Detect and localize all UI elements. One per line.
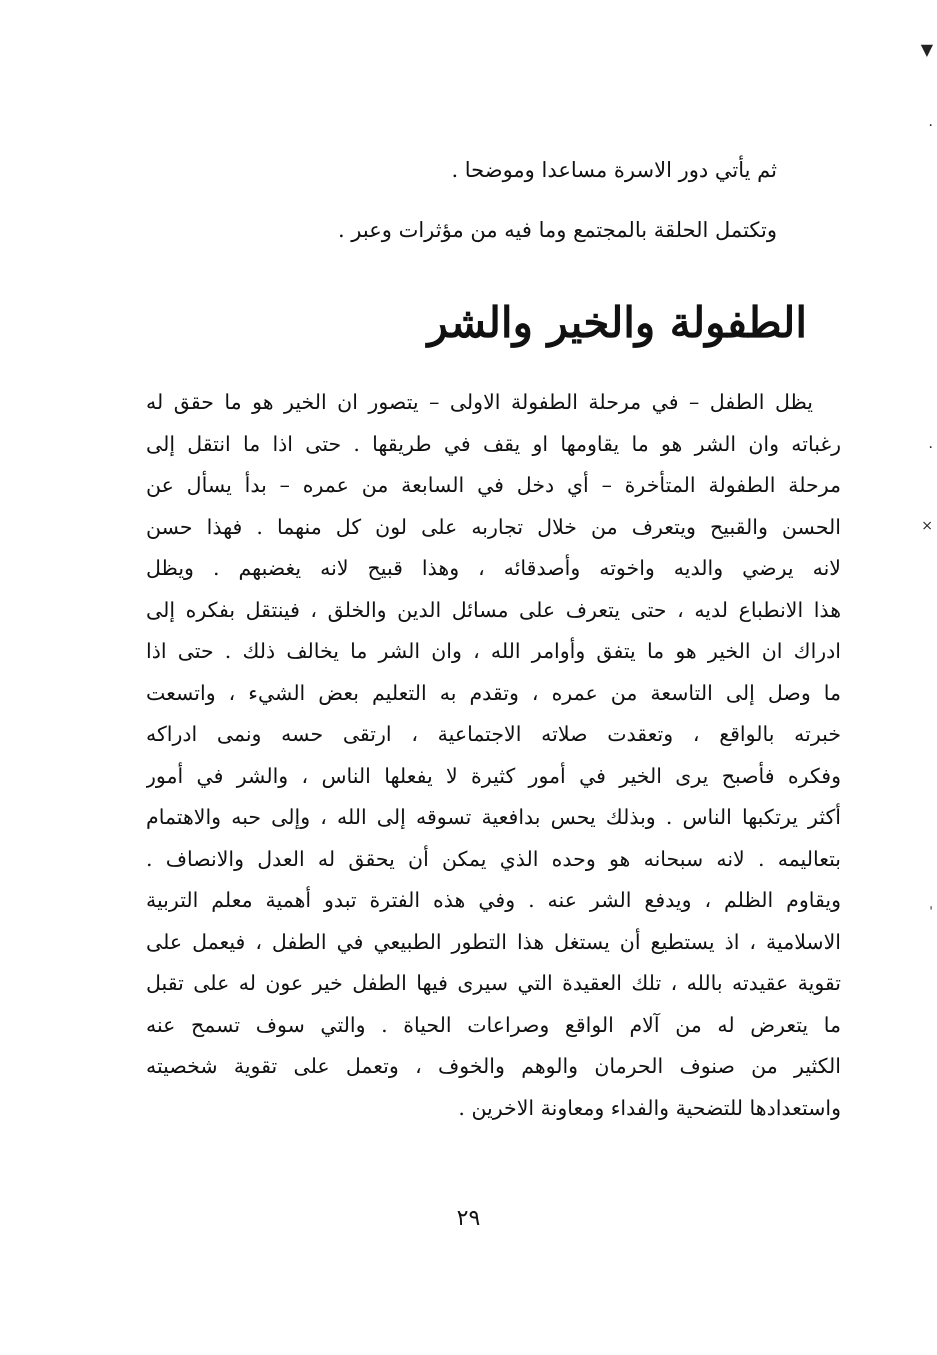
- paragraph-line: الاسلامية ، اذ يستطيع أن يستغل هذا التطور الطبيعي في الطفل ، فيعمل على: [146, 929, 841, 954]
- paragraph-line: ويقاوم الظلم ، ويدفع الشر عنه . وفي هذه الفترة تبدو أهمية معلم التربية: [146, 888, 841, 912]
- paragraph-line: خبرته بالواقع ، وتعقدت صلاته الاجتماعية ، ارتقى حسه ونمى ادراكه: [146, 722, 841, 746]
- margin-mark: ×: [921, 518, 933, 534]
- paragraph-line: هذا الانطباع لديه ، حتى يتعرف على مسائل الدين والخلق ، فينتقل بفكره إلى: [146, 597, 841, 622]
- intro-line: وتكتمل الحلقة بالمجتمع وما فيه من مؤثرات وعبر .: [337, 218, 777, 242]
- paragraph-line: ما يتعرض له من آلام الواقع وصراعات الحياة . والتي سوف تسمح عنه: [146, 1012, 841, 1037]
- margin-mark: ·: [928, 440, 933, 456]
- paragraph-line: لانه يرضي والديه واخوته وأصدقائه ، وهذا قبيح لانه يغضبهم . ويظل: [146, 556, 841, 580]
- paragraph-line: الكثير من صنوف الحرمان والوهم والخوف ، وتعمل على تقوية شخصيته: [146, 1054, 841, 1078]
- section-heading: الطفولة والخير والشر: [427, 298, 807, 347]
- paragraph-line: ادراك ان الخير هو ما يتفق وأوامر الله ، وان الشر ما يخالف ذلك . حتى اذا: [146, 639, 841, 663]
- page-number: ٢٩: [456, 1206, 481, 1231]
- margin-mark: ˈ: [929, 905, 933, 921]
- intro-line: ثم يأتي دور الاسرة مساعدا وموضحا .: [451, 158, 777, 182]
- paragraph-line: رغباته وان الشر هو ما يقاومها او يقف في طريقها . حتى اذا ما انتقل إلى: [146, 431, 841, 456]
- margin-mark: ▼: [920, 40, 933, 59]
- paragraph-line: وفكره فأصبح يرى الخير في أمور كثيرة لا يفعلها الناس ، والشر في أمور: [146, 763, 841, 788]
- paragraph-line: الحسن والقبيح ويتعرف من خلال تجاربه على لون كل منهما . فهذا حسن: [146, 514, 841, 539]
- paragraph-line: بتعاليمه . لانه سبحانه هو وحده الذي يمكن أن يحقق له العدل والانصاف .: [146, 846, 841, 871]
- paragraph-line: تقوية عقيدته بالله ، تلك العقيدة التي سيرى فيها الطفل خير عون له على تقبل: [146, 971, 841, 995]
- body-paragraph: [146, 382, 841, 1129]
- paragraph-line: واستعدادها للتضحية والفداء ومعاونة الاخرين .: [458, 1095, 841, 1120]
- paragraph-line: أكثر يرتكبها الناس . وبذلك يحس بدافعية تسوقه إلى الله ، وإلى حبه والاهتمام: [146, 805, 841, 829]
- paragraph-line: مرحلة الطفولة المتأخرة – أي دخل في السابعة من عمره – بدأ يسأل عن: [146, 473, 841, 497]
- paragraph-line: ما وصل إلى التاسعة من عمره ، وتقدم به التعليم بعض الشيء ، واتسعت: [146, 680, 841, 705]
- paragraph-line: يظل الطفل – في مرحلة الطفولة الاولى – يتصور ان الخير هو ما حقق له: [146, 390, 813, 414]
- margin-mark: ·: [928, 118, 933, 134]
